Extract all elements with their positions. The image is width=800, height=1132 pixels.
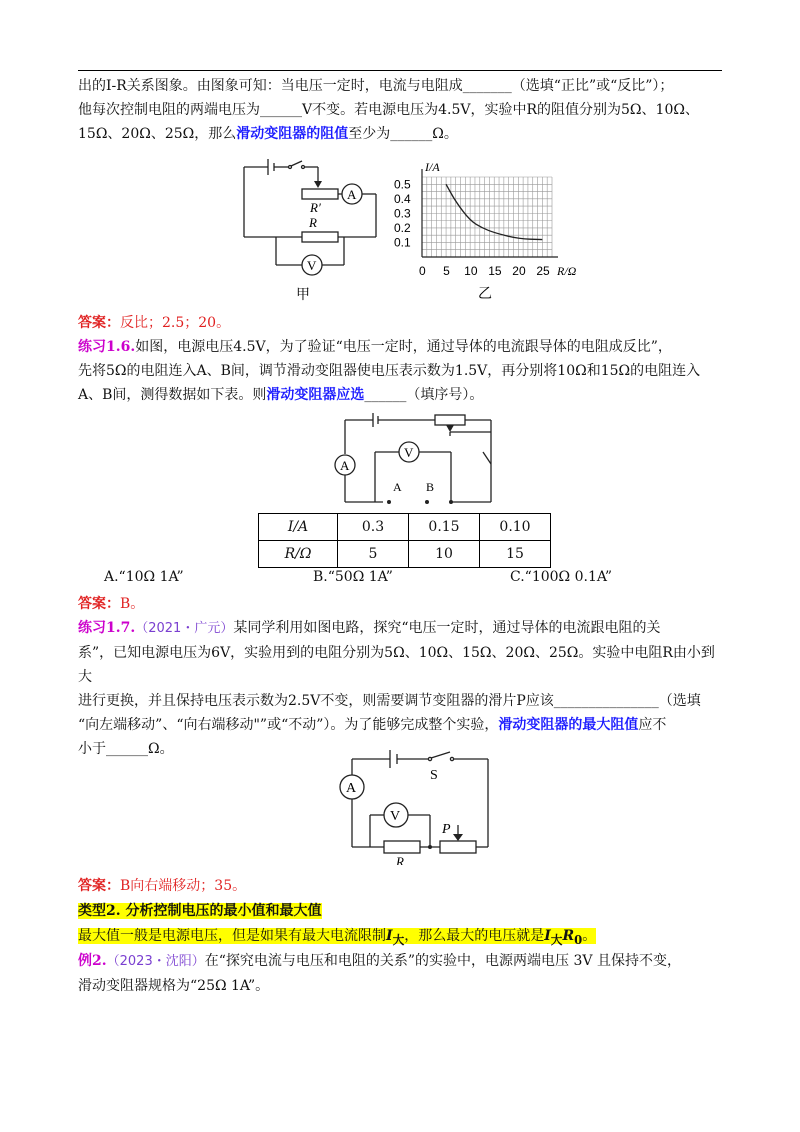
option-b[interactable]: B.“50Ω 1A” (313, 569, 393, 585)
ammeter-label: A (346, 781, 357, 796)
chart-x-tick-label: 5 (443, 264, 450, 278)
ammeter-label: A (340, 458, 350, 473)
exercise-1-7: 练习1.7.（2021・广元）某同学利用如图电路，探究“电压一定时，通过导体的电流跟电阻的关 系”，已知电源电压为6V，实验用到的电阻分别为5Ω、10Ω、15Ω、20Ω、25Ω。实验中电阻R由小到大 进行更换，并且保持电压表示数为2.5V不变，则需要调节变阻器的滑片P应该_______________（选填 “向左端移动”、“向右端移动"”或“不动”）。为了能够完成整个实验，滑动变阻器的最大阻值应不 小于______Ω。 (78, 620, 715, 757)
chart-y-tick-label: 0.3 (394, 206, 411, 221)
data-table (258, 513, 551, 568)
rheostat-label: R′ (310, 200, 321, 215)
chart-x-tick-label: 0 (419, 264, 426, 278)
circuit-diagram-3 (330, 745, 500, 865)
current-resistance-chart (380, 155, 590, 305)
chart-x-tick-label: 25 (536, 264, 550, 278)
voltmeter-label: V (307, 258, 317, 273)
table-row: I/A 0.3 0.15 0.10 (259, 514, 551, 541)
answer-3: 答案：B向右端移动；35。 (78, 878, 247, 894)
chart-x-tick-label: 10 (464, 264, 478, 278)
ammeter-label: A (347, 187, 357, 202)
chart-x-tick-label: 20 (512, 264, 526, 278)
intro-line-2: 他每次控制电阻的两端电压为______V不变。若电源电压为4.5V，实验中R的阻值分别为5Ω、10Ω、 (78, 102, 699, 118)
chart-y-tick-label: 0.5 (394, 177, 411, 192)
figure-caption-jia: 甲 (296, 287, 310, 303)
circuit-diagram-2 (325, 412, 500, 512)
example-2: 例2.（2023・沈阳）在“探究电流与电压和电阻的关系”的实验中，电源两端电压 3V 且保持不变， 滑动变阻器规格为“25Ω 1A”。 (78, 953, 681, 994)
option-c[interactable]: C.“100Ω 0.1A” (510, 569, 613, 585)
answer-1: 答案：反比；2.5；20。 (78, 315, 231, 331)
header-rule (78, 70, 722, 71)
slider-label: P (442, 822, 451, 837)
figure-caption-yi: 乙 (478, 286, 492, 302)
chart-y-tick-label: 0.4 (394, 191, 411, 206)
exercise-1-7-label: 练习1.7. (78, 620, 136, 636)
chart-x-tick-label: 15 (488, 264, 502, 278)
example-2-label: 例2. (78, 953, 107, 969)
resistor-label: R (309, 215, 317, 230)
terminal-b-label: B (426, 480, 435, 494)
exercise-1-6-label: 练习1.6. (78, 339, 136, 355)
intro-paragraph (78, 74, 724, 146)
table-row: R/Ω 5 10 15 (259, 541, 551, 568)
chart-x-label: R/Ω (557, 264, 577, 278)
intro-line-3: 15Ω、20Ω、25Ω，那么滑动变阻器的阻值至少为______Ω。 (78, 126, 458, 142)
option-a[interactable]: A.“10Ω 1A” (104, 569, 184, 585)
switch-label: S (430, 768, 438, 783)
chart-y-tick-label: 0.2 (394, 220, 411, 235)
type-2-heading: 类型2. 分析控制电压的最小值和最大值 (78, 903, 322, 919)
answer-2: 答案：B。 (78, 596, 145, 612)
voltmeter-label: V (390, 809, 401, 824)
chart-y-label: I/A (425, 160, 440, 174)
voltmeter-label: V (404, 445, 414, 460)
terminal-a-label: A (393, 480, 402, 494)
max-voltage-note: 最大值一般是电源电压，但是如果有最大电流限制$I_大$，那么最大的电压就是$I_大R_0$。 (78, 928, 597, 947)
exercise-1-6: 练习1.6.如图，电源电压4.5V，为了验证“电压一定时，通过导体的电流跟导体的电阻成反比”， 先将5Ω的电阻连入A、B间，调节滑动变阻器使电压表示数为1.5V，再分别将10Ω和15Ω的电阻连入 A、B间，测得数据如下表。则滑动变阻器应选______（填序号）。 (78, 339, 701, 403)
circuit-diagram-jia (230, 155, 390, 305)
chart-y-tick-label: 0.1 (394, 235, 411, 250)
intro-line-1: 出的I-R关系图象。由图象可知：当电压一定时，电流与电阻成_______（选填“正比”或“反比”）； (78, 78, 674, 94)
resistor-label: R (396, 854, 404, 865)
